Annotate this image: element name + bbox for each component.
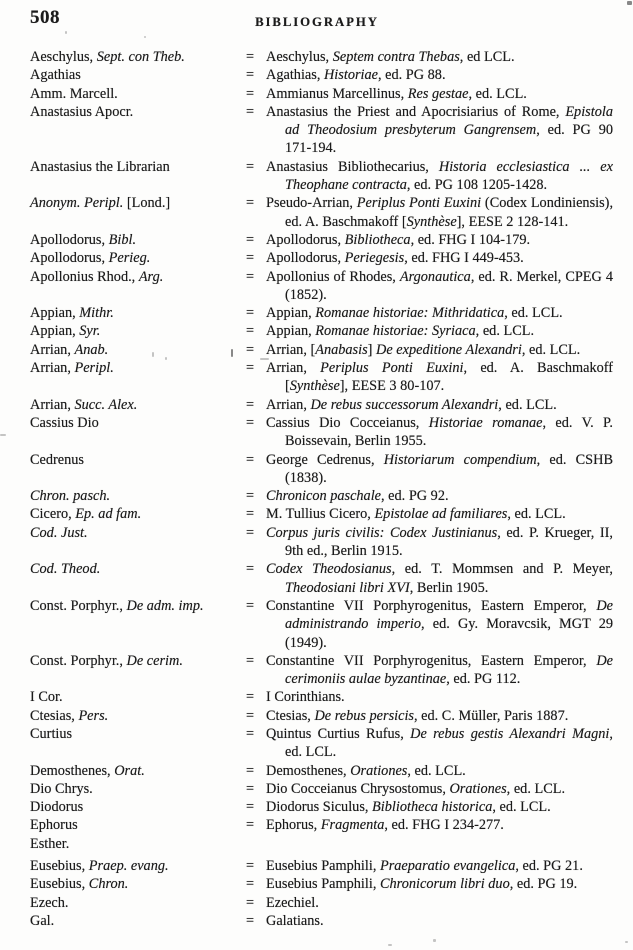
- text: Arrian,: [266, 396, 311, 413]
- text: Appian,: [30, 305, 80, 322]
- text: Eusebius,: [30, 858, 89, 875]
- equals-sign: =: [246, 49, 255, 65]
- italic-text: Codex Theodosianus: [266, 561, 392, 578]
- text: Aeschylus,: [266, 49, 333, 65]
- text: Dio Chrys.: [30, 780, 93, 797]
- entry-abbreviation: [30, 66, 246, 84]
- italic-text: Anab.: [74, 341, 109, 358]
- entry-abbreviation: [30, 451, 246, 469]
- entry-citation: [266, 762, 613, 780]
- text: Ctesias,: [30, 707, 79, 724]
- entry-citation: [266, 560, 613, 597]
- bibliography-entry: [30, 725, 613, 762]
- entry-abbreviation: [30, 688, 246, 706]
- italic-text: Chronicon paschale: [266, 488, 382, 505]
- text: ], EESE 2 128-141.: [456, 213, 569, 230]
- italic-text: Cod. Just.: [30, 524, 88, 541]
- scan-speck: [0, 434, 6, 436]
- entry-abbreviation: [30, 912, 246, 930]
- bibliography-entry: [30, 560, 613, 597]
- bibliography-entry: [30, 652, 613, 689]
- equals-sign: =: [246, 506, 255, 523]
- text: Gal.: [30, 912, 55, 929]
- text: , ed. PG 90 171-194.: [285, 122, 613, 157]
- italic-text: Historiarum compendium: [383, 451, 537, 468]
- italic-text: De expeditione Alexandri: [376, 341, 522, 358]
- text: , ed. LCL.: [492, 799, 551, 816]
- equals-sign: =: [246, 858, 255, 875]
- text: , ed. FHG I 449-453.: [404, 250, 524, 267]
- equals-sign: =: [246, 85, 255, 102]
- entry-citation: [266, 894, 613, 912]
- text: Eusebius Pamphili,: [266, 876, 380, 893]
- italic-text: Bibliotheca historica: [372, 799, 493, 816]
- text: Constantine VII Porphyrogenitus, Eastern Emperor,: [266, 597, 597, 614]
- italic-text: Romanae historiae: Syriaca: [315, 323, 476, 340]
- scan-speck: [433, 939, 436, 942]
- italic-text: Corpus juris civilis: Codex Justinianus: [266, 524, 498, 541]
- text: Eusebius,: [30, 876, 89, 893]
- bibliography-entry: [30, 304, 613, 322]
- text: Anastasius the Priest and Apocrisiarius of Rome,: [266, 103, 566, 120]
- entry-abbreviation: [30, 487, 246, 505]
- entry-citation: [266, 597, 613, 652]
- bibliography-entry: [30, 359, 613, 396]
- text: , ed. Gy. Moravcsik, MGT 29 (1949).: [285, 616, 613, 651]
- entry-citation: [266, 48, 613, 66]
- text: George Cedrenus,: [266, 451, 384, 468]
- page-number: 508: [30, 7, 60, 28]
- bibliography-entry: [30, 341, 613, 359]
- entry-citation: [266, 194, 613, 231]
- text: , ed. LCL.: [506, 780, 566, 797]
- italic-text: Mithr.: [79, 305, 114, 322]
- text: Aeschylus,: [30, 49, 97, 65]
- scan-speck: [231, 349, 233, 357]
- entry-abbreviation: [30, 322, 246, 340]
- entry-citation: [266, 268, 613, 305]
- entry-abbreviation: [30, 894, 246, 912]
- text: , ed. PG 92.: [381, 488, 449, 505]
- equals-sign: =: [246, 707, 255, 724]
- italic-text: Pers.: [78, 707, 109, 724]
- equals-sign: =: [246, 524, 255, 541]
- italic-text: De rebus gestis Alexandri Magni: [410, 725, 610, 742]
- text: , ed. LCL.: [498, 396, 557, 413]
- text: Apollodorus,: [30, 250, 109, 267]
- text: Apollodorus,: [266, 231, 345, 248]
- entry-citation: [266, 652, 613, 689]
- text: , ed. LCL.: [285, 725, 613, 761]
- bibliography-entry: [30, 158, 613, 195]
- text: Cassius Dio: [30, 414, 99, 431]
- scan-speck: [144, 36, 146, 38]
- text: Demosthenes,: [30, 762, 115, 779]
- entry-citation: [266, 451, 613, 488]
- text: , ed. PG 21.: [515, 858, 583, 875]
- italic-text: Anabasis: [315, 341, 368, 358]
- text: , ed. LCL.: [468, 85, 527, 102]
- text: , ed. A. Baschmakoff [: [285, 360, 614, 395]
- entry-abbreviation: [30, 835, 246, 853]
- entry-citation: [266, 414, 613, 451]
- italic-text: Cod. Theod.: [30, 561, 101, 578]
- text: Apollonius Rhod.,: [30, 268, 139, 285]
- entry-abbreviation: [30, 396, 246, 414]
- text: Ezechiel.: [266, 894, 319, 911]
- italic-text: Theodosiani libri XVI: [285, 579, 410, 596]
- text: , ed. LCL.: [507, 506, 566, 523]
- entry-abbreviation: [30, 780, 246, 798]
- entry-abbreviation: [30, 414, 246, 432]
- equals-sign: =: [246, 67, 255, 84]
- equals-sign: =: [246, 341, 255, 358]
- bibliography-entry: [30, 912, 613, 930]
- italic-text: Periegesis: [344, 250, 405, 267]
- text: Diodorus: [30, 799, 84, 816]
- scan-speck: [388, 944, 392, 946]
- bibliography-entry: [30, 816, 613, 834]
- text: Cicero,: [30, 506, 76, 523]
- text: Constantine VII Porphyrogenitus, Eastern Emperor,: [266, 652, 597, 669]
- equals-sign: =: [246, 103, 255, 120]
- text: Appian,: [266, 305, 316, 322]
- italic-text: Syr.: [79, 323, 101, 340]
- text: ], EESE 3 80-107.: [339, 378, 445, 395]
- entry-citation: [266, 66, 613, 84]
- equals-sign: =: [246, 689, 255, 706]
- italic-text: De administrando imperio: [285, 597, 613, 633]
- equals-sign: =: [246, 780, 255, 797]
- italic-text: Bibliotheca: [344, 231, 411, 248]
- entry-citation: [266, 322, 613, 340]
- entry-abbreviation: [30, 158, 246, 176]
- entry-citation: [266, 341, 613, 359]
- entry-citation: [266, 875, 613, 893]
- text: M. Tullius Cicero,: [266, 506, 375, 523]
- italic-text: Arg.: [138, 268, 164, 285]
- entry-citation: [266, 103, 613, 158]
- italic-text: Anonym. Peripl.: [30, 195, 124, 212]
- text: Ammianus Marcellinus,: [266, 85, 408, 102]
- entry-abbreviation: [30, 725, 246, 743]
- text: Cedrenus: [30, 451, 84, 468]
- italic-text: Chronicorum libri duo: [379, 876, 510, 893]
- entry-citation: [266, 249, 613, 267]
- entry-citation: [266, 396, 613, 414]
- text: I Cor.: [30, 689, 63, 706]
- text: , ed. R. Merkel, CPEG 4 (1852).: [285, 268, 613, 303]
- italic-text: Orationes: [350, 762, 408, 779]
- equals-sign: =: [246, 762, 255, 779]
- bibliography-entry: [30, 894, 613, 912]
- entry-abbreviation: [30, 798, 246, 816]
- entry-abbreviation: [30, 231, 246, 249]
- italic-text: Orat.: [114, 762, 145, 779]
- italic-text: Periplus Ponti Euxini: [320, 360, 464, 377]
- italic-text: Res gestae: [407, 85, 469, 102]
- text: Anastasius Bibliothecarius,: [266, 158, 439, 175]
- equals-sign: =: [246, 305, 255, 322]
- text: , ed. V. P. Boissevain, Berlin 1955.: [285, 414, 613, 450]
- italic-text: De cerim.: [126, 652, 183, 669]
- text: Arrian,: [266, 360, 321, 377]
- text: Const. Porphyr.,: [30, 652, 127, 669]
- entry-abbreviation: [30, 762, 246, 780]
- bibliography-entry: [30, 268, 613, 305]
- text: , ed. CSHB (1838).: [285, 451, 613, 486]
- scan-speck: [260, 358, 269, 360]
- equals-sign: =: [246, 597, 255, 614]
- italic-text: Fragmenta: [320, 817, 385, 834]
- text: Quintus Curtius Rufus,: [266, 725, 411, 742]
- italic-text: Ep. ad fam.: [75, 506, 142, 523]
- italic-text: Argonautica: [399, 268, 471, 285]
- bibliography-entry: [30, 762, 613, 780]
- entry-citation: [266, 231, 613, 249]
- text: Curtius: [30, 725, 73, 742]
- entry-citation: [266, 798, 613, 816]
- text: Dio Cocceianus Chrysostomus,: [266, 780, 450, 797]
- equals-sign: =: [246, 451, 255, 468]
- bibliography-list: [30, 48, 613, 930]
- entry-abbreviation: [30, 816, 246, 834]
- text: Arrian,: [30, 341, 75, 358]
- entry-abbreviation: [30, 875, 246, 893]
- equals-sign: =: [246, 725, 255, 742]
- text: , ed LCL.: [459, 49, 515, 65]
- text: [Lond.]: [123, 195, 171, 212]
- entry-citation: [266, 524, 613, 561]
- bibliography-entry: [30, 835, 613, 853]
- bibliography-entry: [30, 322, 613, 340]
- text: , ed. LCL.: [407, 762, 466, 779]
- bibliography-entry: [30, 249, 613, 267]
- bibliography-entry: [30, 231, 613, 249]
- text: Appian,: [30, 323, 80, 340]
- bibliography-entry: [30, 414, 613, 451]
- entry-citation: [266, 816, 613, 834]
- entry-citation: [266, 707, 613, 725]
- entry-abbreviation: [30, 48, 246, 66]
- italic-text: Praep. evang.: [88, 858, 169, 875]
- text: Demosthenes,: [266, 762, 351, 779]
- text: Arrian,: [30, 396, 75, 413]
- text: , ed. PG 108 1205-1428.: [406, 177, 548, 194]
- entry-abbreviation: [30, 652, 246, 670]
- text: , ed. PG 112.: [446, 671, 521, 688]
- text: I Corinthians.: [266, 689, 345, 706]
- entry-abbreviation: [30, 304, 246, 322]
- equals-sign: =: [246, 360, 255, 377]
- entry-abbreviation: [30, 524, 246, 542]
- running-title: BIBLIOGRAPHY: [255, 15, 379, 29]
- text: Anastasius Apocr.: [30, 103, 134, 120]
- bibliography-entry: [30, 487, 613, 505]
- bibliography-entry: [30, 875, 613, 893]
- italic-text: Historiae: [323, 67, 378, 84]
- text: , ed. PG 19.: [509, 876, 578, 893]
- entry-citation: [266, 857, 613, 875]
- italic-text: Chron. pasch.: [30, 488, 111, 505]
- italic-text: De cerimoniis aulae byzantinae: [285, 652, 613, 688]
- equals-sign: =: [246, 561, 255, 578]
- text: Diodorus Siculus,: [266, 799, 373, 816]
- text: , ed. PG 88.: [378, 67, 446, 84]
- text: Arrian,: [30, 360, 75, 377]
- italic-text: Orationes: [449, 780, 507, 797]
- equals-sign: =: [246, 912, 255, 929]
- entry-abbreviation: [30, 249, 246, 267]
- italic-text: De rebus persicis: [314, 707, 414, 724]
- text: Arrian, [: [266, 341, 316, 358]
- equals-sign: =: [246, 195, 255, 212]
- entry-abbreviation: [30, 194, 246, 212]
- entry-citation: [266, 359, 613, 396]
- text: , Berlin 1905.: [409, 579, 489, 596]
- text: Ctesias,: [266, 707, 315, 724]
- entry-abbreviation: [30, 341, 246, 359]
- bibliography-entry: [30, 597, 613, 652]
- equals-sign: =: [246, 323, 255, 340]
- bibliography-entry: [30, 798, 613, 816]
- bibliography-entry: [30, 48, 613, 66]
- bibliography-entry: [30, 688, 613, 706]
- text: , ed. LCL.: [475, 323, 535, 340]
- entry-abbreviation: [30, 597, 246, 615]
- italic-text: Historia ecclesiastica ... ex Theophane contracta: [285, 158, 613, 194]
- text: , ed. FHG I 104-179.: [410, 231, 531, 248]
- entry-citation: [266, 688, 613, 706]
- bibliography-entry: [30, 85, 613, 103]
- text: , ed. LCL.: [504, 305, 563, 322]
- bibliography-entry: [30, 857, 613, 875]
- entry-abbreviation: [30, 359, 246, 377]
- bibliography-entry: [30, 505, 613, 523]
- italic-text: De rebus successorum Alexandri: [310, 396, 499, 413]
- bibliography-entry: [30, 451, 613, 488]
- text: ]: [367, 341, 377, 358]
- text: Galatians.: [266, 912, 324, 929]
- italic-text: Praeparatio evangelica: [379, 858, 516, 875]
- italic-text: Epistola ad Theodosium presbyterum Gangrensem: [285, 103, 613, 139]
- equals-sign: =: [246, 799, 255, 816]
- text: , ed. FHG I 234-277.: [384, 817, 504, 834]
- entry-abbreviation: [30, 505, 246, 523]
- scan-speck: [625, 941, 628, 943]
- entry-citation: [266, 780, 613, 798]
- italic-text: Epistolae ad familiares: [374, 506, 508, 523]
- equals-sign: =: [246, 817, 255, 834]
- text: , ed. C. Müller, Paris 1887.: [414, 707, 569, 724]
- text: Apollodorus,: [266, 250, 345, 267]
- equals-sign: =: [246, 488, 255, 505]
- equals-sign: =: [246, 652, 255, 669]
- text: Cassius Dio Cocceianus,: [266, 414, 429, 431]
- italic-text: Septem contra Thebas: [332, 49, 460, 65]
- equals-sign: =: [246, 894, 255, 911]
- scan-speck: [627, 1, 632, 5]
- text: Pseudo-Arrian,: [266, 195, 357, 212]
- italic-text: Chron.: [88, 876, 129, 893]
- equals-sign: =: [246, 158, 255, 175]
- scan-speck: [65, 31, 67, 34]
- bibliography-entry: [30, 396, 613, 414]
- text: Esther.: [30, 835, 70, 852]
- text: , ed. P. Krueger, II, 9th ed., Berlin 1915.: [285, 524, 613, 560]
- equals-sign: =: [246, 414, 255, 431]
- bibliography-entry: [30, 707, 613, 725]
- equals-sign: =: [246, 396, 255, 413]
- entry-citation: [266, 487, 613, 505]
- italic-text: Succ. Alex.: [74, 396, 138, 413]
- bibliography-entry: [30, 66, 613, 84]
- entry-abbreviation: [30, 268, 246, 286]
- scan-speck: [165, 357, 167, 360]
- entry-citation: [266, 85, 613, 103]
- text: , ed. LCL.: [521, 341, 581, 358]
- entry-abbreviation: [30, 560, 246, 578]
- text: , ed. T. Mommsen and P. Meyer,: [391, 561, 613, 578]
- italic-text: Peripl.: [74, 360, 114, 377]
- text: Ephorus: [30, 817, 78, 834]
- text: Apollodorus,: [30, 231, 109, 248]
- italic-text: Sept. con Theb.: [96, 49, 185, 65]
- text: Ezech.: [30, 894, 69, 911]
- text: Apollonius of Rhodes,: [266, 268, 400, 285]
- text: Anastasius the Librarian: [30, 158, 170, 175]
- text: Ephorus,: [266, 817, 321, 834]
- text: Appian,: [266, 323, 316, 340]
- entry-abbreviation: [30, 857, 246, 875]
- italic-text: De adm. imp.: [126, 597, 204, 614]
- bibliography-entry: [30, 194, 613, 231]
- italic-text: Romanae historiae: Mithridatica: [315, 305, 505, 322]
- equals-sign: =: [246, 250, 255, 267]
- entry-abbreviation: [30, 103, 246, 121]
- bibliography-entry: [30, 780, 613, 798]
- italic-text: Synthèse: [289, 378, 340, 395]
- entry-abbreviation: [30, 707, 246, 725]
- entry-citation: [266, 505, 613, 523]
- text: Const. Porphyr.,: [30, 597, 127, 614]
- page-header: [30, 9, 613, 30]
- equals-sign: =: [246, 876, 255, 893]
- equals-sign: =: [246, 231, 255, 248]
- italic-text: Synthèse: [406, 213, 457, 230]
- entry-abbreviation: [30, 85, 246, 103]
- italic-text: Perieg.: [108, 250, 151, 267]
- text: Amm. Marcell.: [30, 85, 118, 102]
- entry-citation: [266, 912, 613, 930]
- bibliography-entry: [30, 103, 613, 158]
- text: (Codex Londiniensis), ed. A. Baschmakoff [: [285, 195, 614, 230]
- scan-speck: [152, 352, 154, 357]
- entry-citation: [266, 304, 613, 322]
- italic-text: Historiae romanae: [428, 414, 543, 431]
- bibliography-entry: [30, 524, 613, 561]
- text: Eusebius Pamphili,: [266, 858, 380, 875]
- text: Agathias,: [266, 67, 324, 84]
- text: Agathias: [30, 67, 81, 84]
- equals-sign: =: [246, 268, 255, 285]
- entry-citation: [266, 725, 613, 762]
- entry-citation: [266, 158, 613, 195]
- italic-text: Periplus Ponti Euxini: [356, 195, 482, 212]
- italic-text: Bibl.: [108, 231, 137, 248]
